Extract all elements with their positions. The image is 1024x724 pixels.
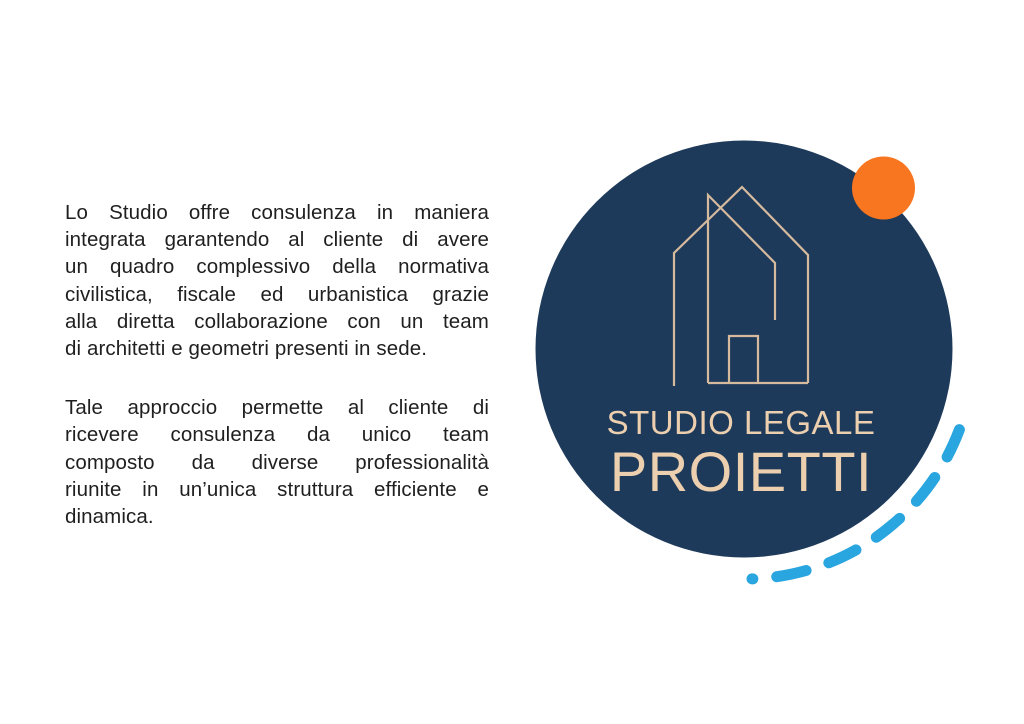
paragraph-1-line: di architetti e geometri presenti in sede. — [65, 337, 427, 361]
logo-text-studio-legale: STUDIO LEGALE — [606, 404, 876, 441]
paragraph-2-line: dinamica. — [65, 505, 154, 529]
paragraph-2-line: composto da diverse professionalità — [65, 450, 489, 474]
logo-text-proietti: PROIETTI — [609, 440, 873, 503]
paragraph-1-line: integrata garantendo al cliente di avere — [65, 228, 489, 252]
paragraph-1-line: un quadro complessivo della normativa — [65, 255, 489, 279]
paragraph-1-line: alla diretta collaborazione con un team — [65, 309, 489, 333]
paragraph-2-line: ricevere consulenza da unico team — [65, 423, 489, 447]
paragraph-2-line: Tale approccio permette al cliente di — [65, 396, 489, 420]
paragraph-2-line: riunite in un’unica struttura efficiente e — [65, 477, 489, 501]
orange-dot-decoration — [852, 157, 915, 220]
paragraph-1-line: Lo Studio offre consulenza in maniera — [65, 201, 489, 224]
paragraph-1-line: civilistica, fiscale ed urbanistica grazie — [65, 282, 489, 306]
